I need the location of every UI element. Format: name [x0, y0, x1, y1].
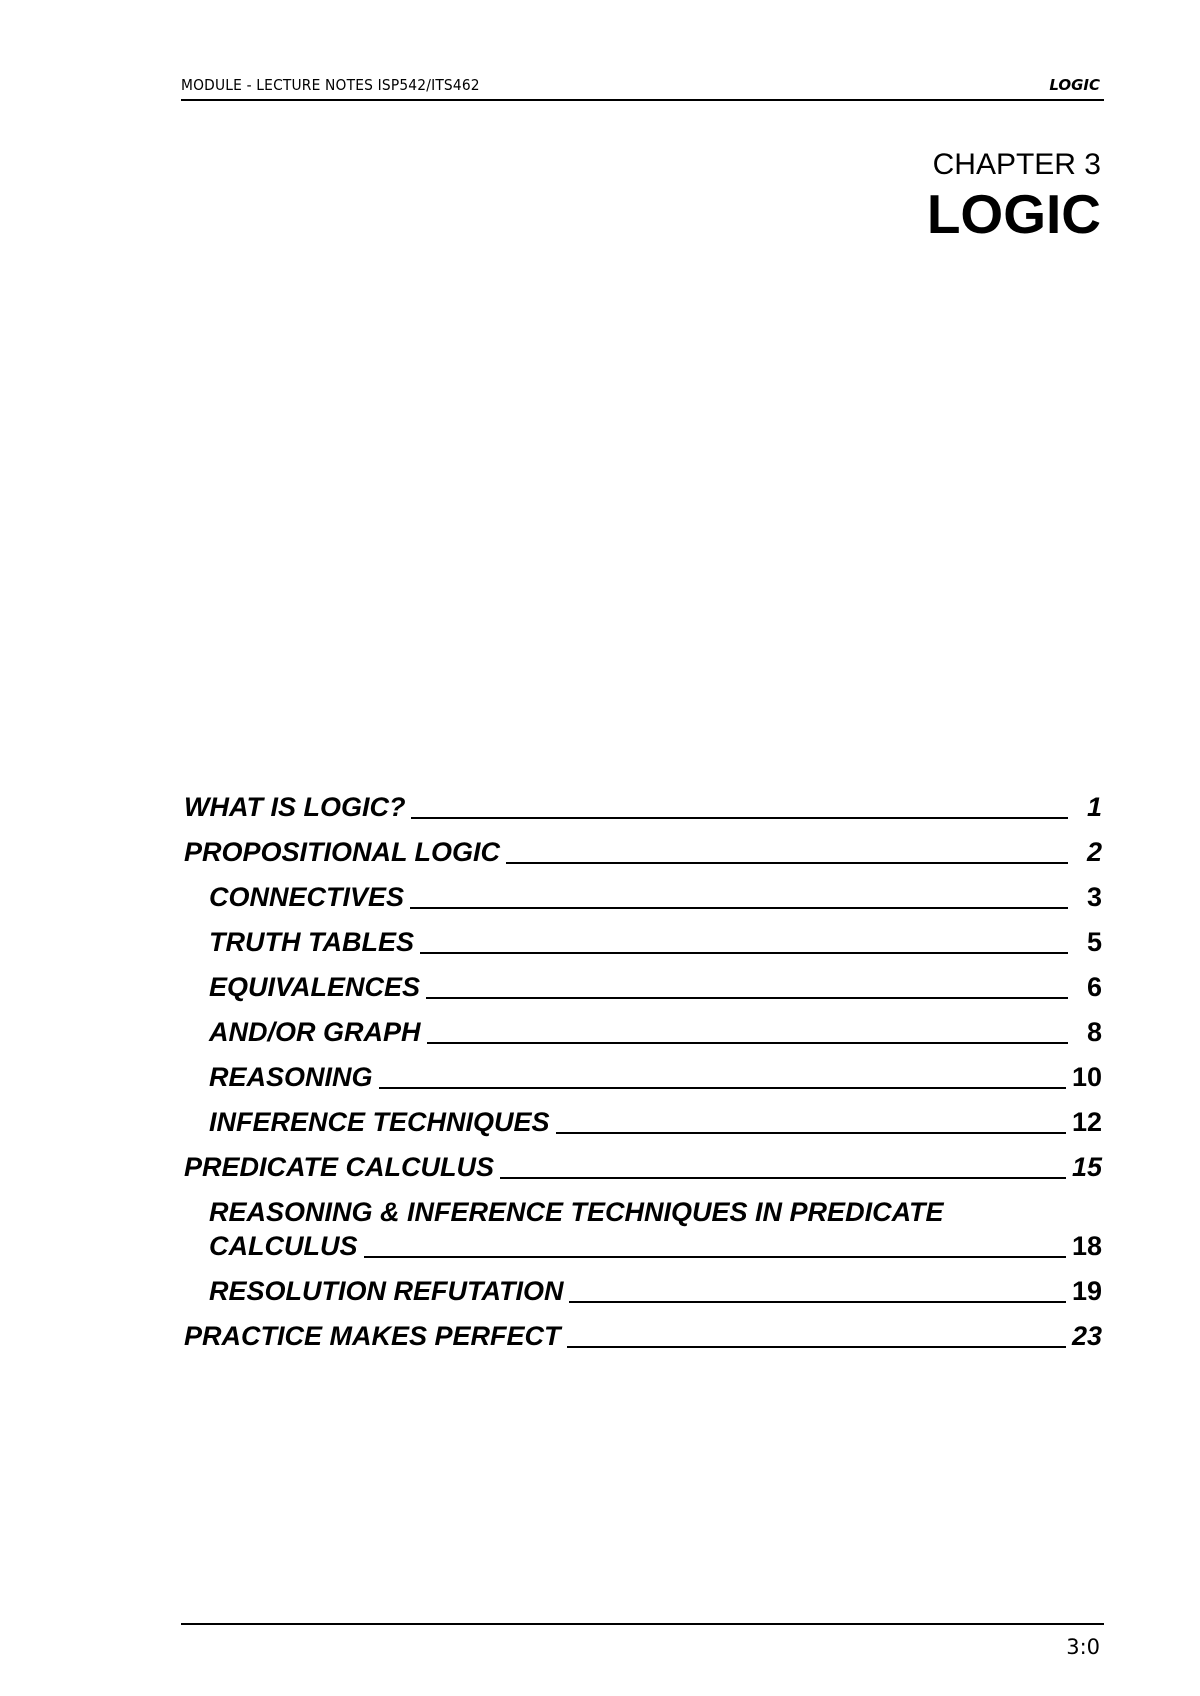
toc-entry-page: 23 — [1071, 1321, 1102, 1351]
toc-leader-line — [411, 817, 1068, 819]
toc-entry-page: 1 — [1086, 792, 1102, 822]
toc-entry-line2 — [209, 1231, 1102, 1276]
toc-entry-label-line1: REASONING & INFERENCE TECHNIQUES IN PREDICATE — [209, 1197, 944, 1227]
toc-entry-reasoning[interactable] — [184, 1062, 1102, 1107]
toc-entry-label: WHAT IS LOGIC? — [184, 792, 406, 822]
toc-entry-label: PRACTICE MAKES PERFECT — [184, 1321, 561, 1351]
toc-entry-connectives[interactable] — [184, 882, 1102, 927]
toc-entry-page: 2 — [1086, 837, 1102, 867]
toc-entry-page: 10 — [1071, 1062, 1102, 1092]
header-module-title: MODULE - LECTURE NOTES ISP542/ITS462 — [181, 76, 480, 94]
toc-entry-page: 15 — [1071, 1152, 1102, 1182]
table-of-contents — [184, 792, 1102, 1366]
toc-entry-label: PROPOSITIONAL LOGIC — [184, 837, 501, 867]
toc-leader-line — [426, 997, 1068, 999]
toc-leader-line — [427, 1042, 1068, 1044]
toc-entry-label: REASONING — [209, 1062, 373, 1092]
toc-leader-line — [410, 907, 1068, 909]
page-header — [181, 73, 1104, 101]
toc-leader-line — [500, 1177, 1066, 1179]
footer-page-number: 3:0 — [1066, 1635, 1100, 1659]
chapter-title: LOGIC — [926, 183, 1101, 245]
toc-entry-label: RESOLUTION REFUTATION — [209, 1276, 564, 1306]
toc-entry-and-or-graph[interactable] — [184, 1017, 1102, 1062]
toc-entry-truth-tables[interactable] — [184, 927, 1102, 972]
toc-entry-page: 19 — [1071, 1276, 1102, 1306]
toc-entry-label: PREDICATE CALCULUS — [184, 1152, 494, 1182]
toc-entry-practice-makes-perfect[interactable] — [184, 1321, 1102, 1366]
toc-leader-line — [379, 1087, 1066, 1089]
toc-entry-equivalences[interactable] — [184, 972, 1102, 1017]
toc-entry-label: AND/OR GRAPH — [209, 1017, 421, 1047]
page-footer — [181, 1623, 1104, 1659]
toc-entry-inference-techniques[interactable] — [184, 1107, 1102, 1152]
toc-leader-line — [364, 1256, 1066, 1258]
toc-entry-page: 8 — [1086, 1017, 1102, 1047]
toc-entry-predicate-calculus[interactable] — [184, 1152, 1102, 1197]
toc-entry-page: 18 — [1071, 1231, 1102, 1261]
toc-leader-line — [567, 1346, 1066, 1348]
toc-entry-page: 12 — [1071, 1107, 1102, 1137]
toc-leader-line — [569, 1301, 1065, 1303]
header-chapter-name: LOGIC — [1049, 76, 1100, 94]
toc-entry-resolution-refutation[interactable] — [184, 1276, 1102, 1321]
toc-entry-propositional-logic[interactable] — [184, 837, 1102, 882]
toc-entry-label: EQUIVALENCES — [209, 972, 421, 1002]
toc-entry-label: TRUTH TABLES — [209, 927, 414, 957]
toc-entry-what-is-logic[interactable] — [184, 792, 1102, 837]
toc-leader-line — [506, 862, 1068, 864]
toc-entry-page: 5 — [1086, 927, 1102, 957]
chapter-label: CHAPTER 3 — [932, 148, 1101, 181]
toc-entry-label: CONNECTIVES — [209, 882, 405, 912]
toc-entry-page: 6 — [1086, 972, 1102, 1002]
toc-entry-label: INFERENCE TECHNIQUES — [209, 1107, 550, 1137]
toc-entry-reasoning-inference-predicate[interactable] — [184, 1197, 1102, 1276]
toc-entry-label-line2: CALCULUS — [209, 1231, 358, 1261]
toc-leader-line — [420, 952, 1068, 954]
toc-leader-line — [556, 1132, 1066, 1134]
toc-entry-page: 3 — [1086, 882, 1102, 912]
